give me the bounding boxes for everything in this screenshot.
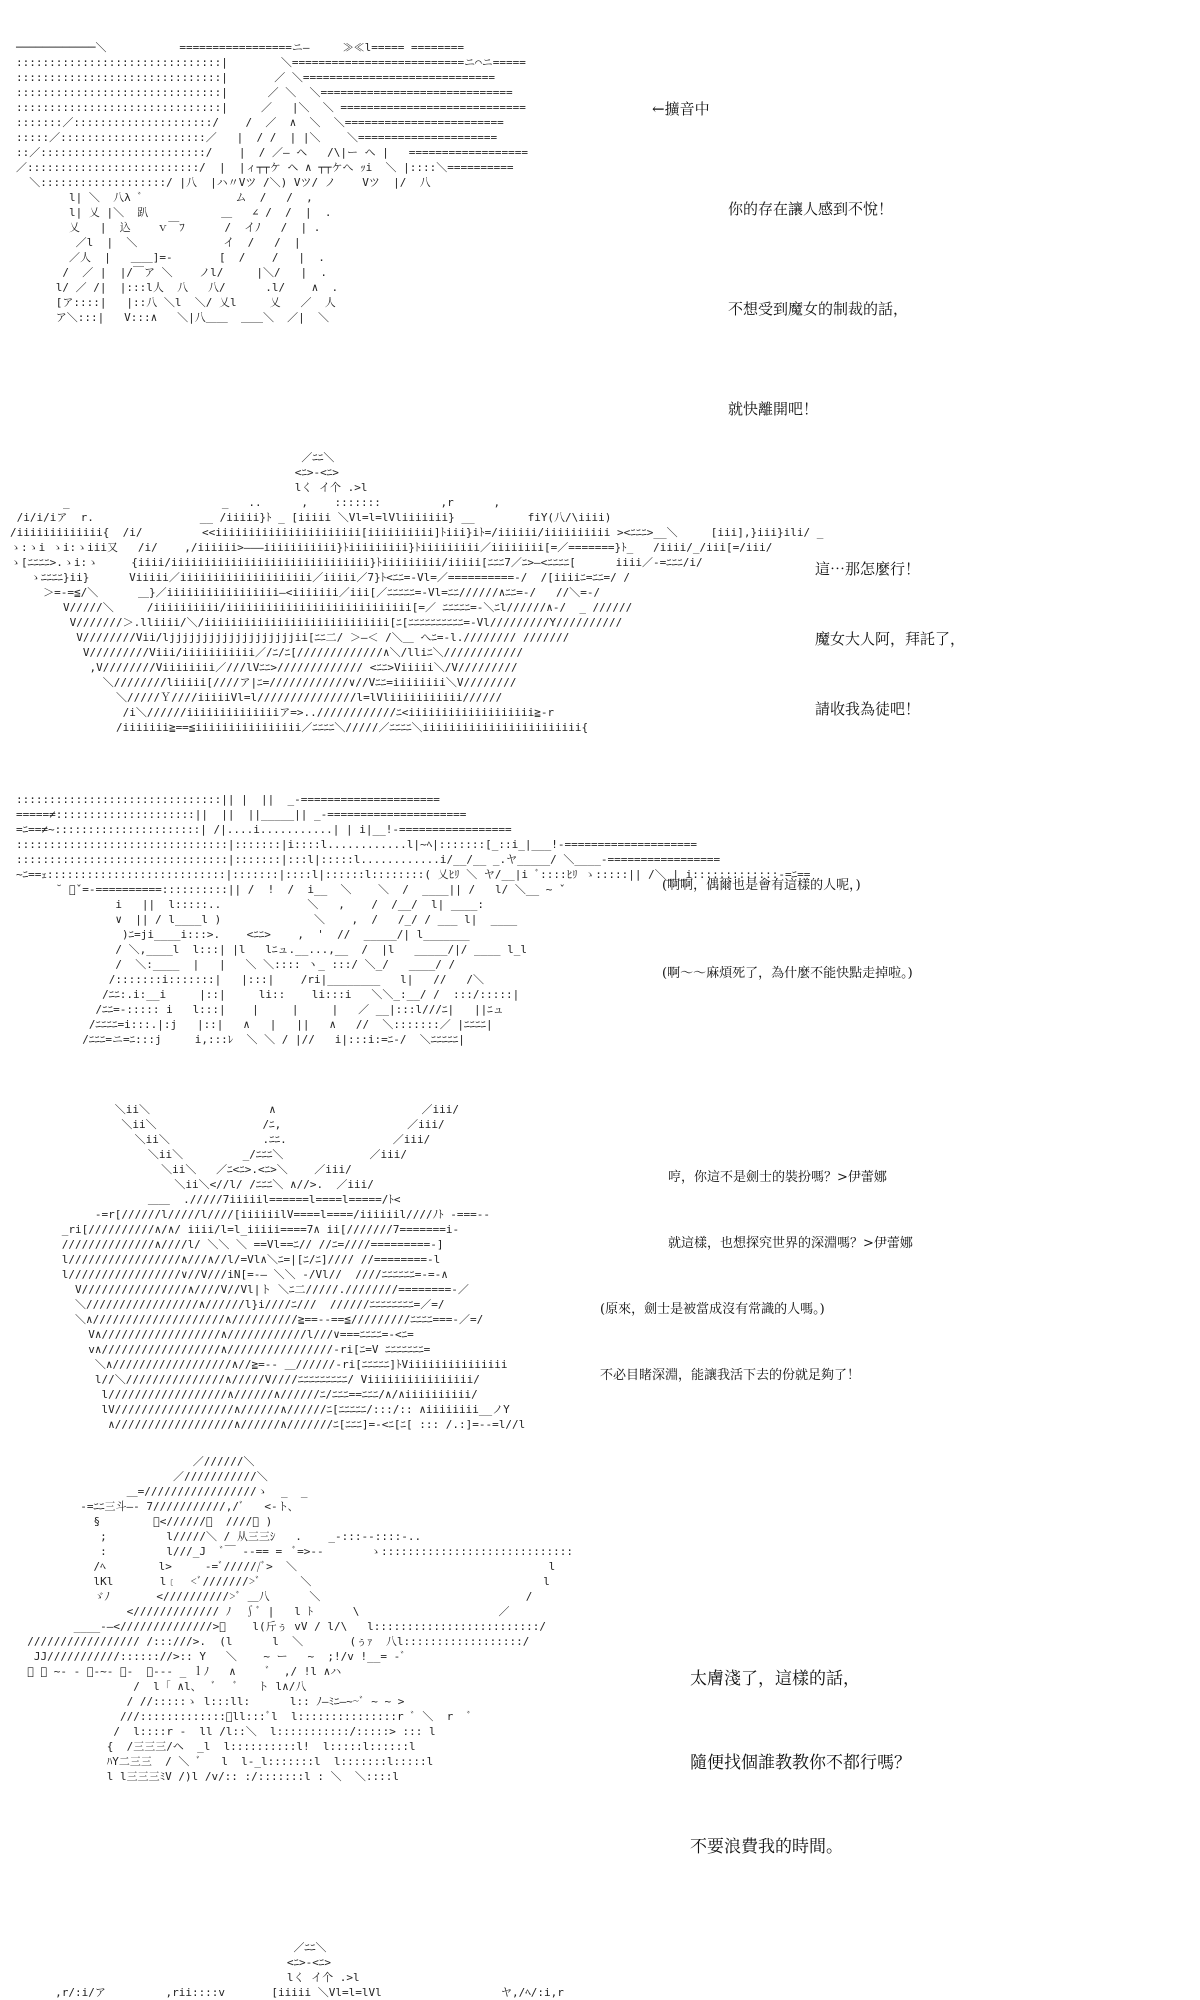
dialogue-line: 太膚淺了，這樣的話， (690, 1669, 860, 1689)
dialogue-line: 哼，你這不是劍士的裝扮嗎？>伊蕾娜 (668, 1170, 887, 1185)
inner-thought-line: (啊啊，偶爾也是會有這樣的人呢，) (662, 878, 861, 893)
panel-2 (0, 448, 1200, 758)
inner-thought-line: (啊～～麻煩死了，為什麼不能快點走掉啦。) (662, 966, 913, 981)
panel-4 (0, 1100, 1200, 1430)
panel-6 (0, 1938, 1200, 2000)
dialogue-line: 這⋯那怎麼行！ (815, 560, 921, 578)
dialogue-line: 不要浪費我的時間。 (690, 1837, 843, 1857)
dialogue-line: ←擴音中 (652, 100, 710, 118)
dialogue-line: 就這樣，也想探究世界的深淵嗎？>伊蕾娜 (668, 1236, 913, 1251)
dialogue-line: 不必目睹深淵，能讓我活下去的份就足夠了！ (600, 1368, 861, 1383)
panel-3 (0, 790, 1200, 1080)
dialogue-line: 請收我為徒吧！ (815, 700, 921, 718)
ascii-art-swordsman-with-cup: ／//////＼ ／///////////＼ ＿=/////////////////ゝ _ _ -=ﾆﾆ三斗―- 7///////////,/ﾞ <-ト、 § ﾞ<//////／ ////＼ ) ; l/////＼ / 从三三ｼ . _-:::--::::-.. : l///_J ﾞ￣ --== = ﾞ=>-- ゝ::::::::::::::::::::::::::::: /ﾍ l> -=ﾞ//////ﾞ> ＼ l lKl l﹝ <ﾞ///////>ﾞ ＼ l ゞﾉ <//////////>ﾞ ＿八 ＼ / <///////////// ﾉ ∫ﾞ | l ﾄ \ ／ ____-―<//////////////>ﾞ l(斤ぅ vV / l/\ l:::::::::::::::::::::::::/ ///////////////// /:::///>. (l l ＼ (ぅｧ 八l::::::::::::::::::/ JJ///////////:::::://>:: Y ＼ ~ ー ~ ;!/v !__= -ﾞ ﾞ ﾞ ~- - ﾞ-~- ﾞ- ﾞ--- _ ｌﾉ ∧ ﾞ ,/ !l ∧ハ / l「 ∧l、 ﾞ ﾞ ト l∧/八 / //:::::ゝ l:::ll: l:: ﾉ―ﾐﾆ―~~ﾞ ~ ~ > ///:::::::::::::ﾞll:::ﾞl l:::::::::::::::r ﾞ ＼ r ﾞ / l::::r - ll /l::＼ l:::::::::::/:::::> ::: l { /三三三/ヘ _l l::::::::::l! l:::::l::::::l ﾊY二三三 / ＼ ﾞ l l-_l:::::::l l:::::::l:::::l l l三三三ﾐV /)l /v/:: :/:::::::l : ＼ ＼::::l (20, 1455, 573, 1783)
inner-thought-line: (原來，劍士是被當成沒有常識的人嗎。) (600, 1302, 825, 1317)
panel-5 (0, 1452, 1200, 1922)
ascii-art-witch-on-broom: ────────────＼ =================ニ― ≫≪l===== ======== :::::::::::::::::::::::::::::::| ＼==========================ニ⌒ニ===== :::::::::::::::::::::::::::::::| ／ ＼============================= :::::::::::::::::::::::::::::::| ／ ＼ ＼============================= :::::::::::::::::::::::::::::::| ／ |＼ ＼ ============================ :::::::／:::::::::::::::::::::/ / ／ ∧ ＼ ＼======================== :::::／::::::::::::::::::::::／ | / / | |＼ ＼===================== ::／:::::::::::::::::::::::::/ | / ／― ヘ /\|ー ヘ | ================== ／::::::::::::::::::::::::::/ | |ィ┬┬ケ ヘ ∧ ┬┬ケへ ｯi ＼ |::::＼========== ＼:::::::::::::::::::/ |八 |ハ〃Vツ /＼) Vツ/ ノ Vツ |/ 八 l| ＼ 八λ ﾞ ム / / , l| 乂 |＼ 趴 ＿ ∠ / / | . 乂 | 込 ｖ￣ﾌ / イﾉ / | . ／l | ＼ イ / / | ／人 | ＿＿]=- [ / / | . / ／ | |/￣ア ＼ ノl/ |＼/ | . l/ ／ /| |:::l人 八 八/ .l/ ∧ . [ア::::| |::八 ＼l ＼/ 乂l 乂 ／ 人 ア＼:::| V:::∧ ＼|八＿＿ ＿＿＼ ／| ＼ (16, 41, 528, 324)
dialogue-line: 就快離開吧！ (728, 400, 819, 418)
dialogue-line: 魔女大人阿，拜託了， (815, 630, 966, 648)
ascii-art-witch-back: ＼ii＼ ∧ ／iii/ ＼ii＼ /ﾆ, ／iii/ ＼ii＼ .ﾆﾆ. ／iii/ ＼ii＼ _/ﾆﾆﾆ＼ ／iii/ ＼ii＼ ／ﾆ<ﾆ>.<ﾆ>＼ ／iii/ ＼ii＼<//l/ /ﾆﾆﾆ＼ ∧//>. ／iii/ ＿＿ ./////7iiiiil======l====l=====/ﾄ< -=r[//////l/////l////[iiiiiilV====l====/iiiiiil////ﾉﾄ -===-- _ri[//////////∧/∧/ iiii/l=l_iiiii====7∧ ii[///////7=======i- //////////////∧////l/ ＼＼ ＼ ==Vl==ﾆ// //ﾆ=////=========-] l/////////////////∧///∧//l/=Vl∧＼ﾆ=|[ﾆ/ﾆ]//// //========-l l/////////////////∨//V///iN[=-― ＼＼ -/Vl// ////ﾆﾆﾆﾆﾆﾆ=-=-∧ V////////////////∧////V//Vl|ト ＼ﾆ二/////.////////========-／ ＼/////////////////∧//////l}i////ﾆ/// //////ﾆﾆﾆﾆﾆﾆﾆﾆ=／=/ ＼∧////////////////////∧//////////≧==--==≦/////////ﾆﾆﾆﾆ===-／=/ V∧//////////////////∧////////////l///∨===ﾆﾆﾆﾆ=-<ﾆ= v∧//////////////////∧////////////////-ri[ﾆ=V ﾆﾆﾆﾆﾆﾆﾆ= ＼∧//////////////////∧//≧=-- ＿//////-ri[ﾆﾆﾆﾆﾆ]ﾄViiiiiiiiiiiiiii l//＼///////////////∧/////V////ﾆﾆﾆﾆﾆﾆﾆﾆﾆ/ Viiiiiiiiiiiiiiii/ l//////////////////∧//////∧//////ﾆ/ﾆﾆﾆ==ﾆﾆﾆ/∧/∧iiiiiiiiii/ lV//////////////////∧//////∧//////ﾆ[ﾆﾆﾆﾆﾆ/:::/:: ∧iiiiiiii__ノY ∧//////////////////∧//////∧///////ﾆ[ﾆﾆﾆ]=-<ﾆ[ﾆ[ ::: /.:]=--=l//l (61, 1103, 526, 1431)
panel-1 (0, 38, 1200, 423)
ascii-art-witch-closeup: :::::::::::::::::::::::::::::::|| | || _-===================== =====≠:::::::::::::::::::::|| || ||_____|| _-===================== =ﾆ==≠~::::::::::::::::::::::| /|....i...........| | i|__!-================= ::::::::::::::::::::::::::::::::|:::::::|i::::l............l|~ﾍ|:::::::[_::i_|___!-==================== ::::::::::::::::::::::::::::::::|:::::::|:::l|:::::l............i/__/__ _.ヤ_____/ ＼____-================= ~ﾆ==ｪ:::::::::::::::::::::::::::|:::::::|::::l|::::::l::::::::( 乂ﾋﾘ ＼ ヤ/__|i ﾞ::::ﾋﾘ ゝ:::::|| /＼_|_i:::::::::::::-=ﾆ== ˘ ゙ˇ=-==========::::::::::|| / ! / i__ ＼ ＼ / ____|| / l/ ＼__ ~ ˇ i || l:::::.. ＼ , / /__/ l| ____: ∨ || / l____l ) ＼ , / /_/ / ___ l| ____ )ﾆ=ji____i:::>. <ﾆﾆ> , ' // _____/| l_______ / ＼,____l l:::| |l lﾆュ.__...,__ / |l _____/|/ ____ l_l / ＼:____ | | ＼ ＼:::: ヽ_ :::/ ＼_/ ____/ / /:::::::i:::::::| |:::| /ri|________ l| // /＼ /ﾆﾆ:.i:__i |::| li:: li:::i ＼＼_:__/ / :::/:::::| /ﾆﾆ=-::::: i l:::| | | | ／ __|:::l///ﾆ| ||ﾆュ /ﾆﾆﾆﾆ=i:::.|:j |::| ∧ | || ∧ // ＼:::::::／ |ﾆﾆﾆﾆ| /ﾆﾆﾆ=ニ=ﾆ:::j i,:::ﾚ ＼ ＼ / |// i|:::i:=ﾆ-/ ＼ﾆﾆﾆﾆﾆ| (16, 793, 811, 1046)
dialogue-line: 隨便找個誰教教你不都行嗎？ (690, 1753, 911, 1773)
ascii-art-partial: ／ﾆﾆ＼ <ﾆ>-<ﾆ> lく イ个 .>l ,r/:i/ア ,rii::::v [iiiii ＼Vl=l=lVl ヤ,/ﾍ/:i,r (55, 1941, 564, 1999)
dialogue-line: 不想受到魔女的制裁的話， (728, 300, 909, 318)
dialogue-line: 你的存在讓人感到不悅！ (728, 200, 894, 218)
ascii-art-kneeling-figure: ／ﾆﾆ＼ <ﾆ>-<ﾆ> lく イ个 .>l _ _ .. , ::::::: ,r , /i/i/iア r. __ /iiiii}ﾄ _ [iiiii ＼Vl=l=lVliiiiiii} __ fiY(八/\iiii) /iiiiiiiiiiiii{ /i/ <<iiiiiiiiiiiiiiiiiiiiii[iiiiiiiiii]ﾄiii}iﾄ=/iiiiii/iiiiiiiiii ><ﾆﾆﾆ>__＼ [iii],}iii}ili/ _ ゝ:ゝi ゝi:ゝiii又 /i/ ,/iiiiii>―――iiiiiiiiiii}ﾄiiiiiiiii}ﾄiiiiiiiii／iiiiiiii[=／=======}ﾄ_ /iiii/_/iii[=/iii/ ゝ[ﾆﾆﾆﾆ>.ゝi:ゝ {iiii/iiiiiiiiiiiiiiiiiiiiiiiiiiiiii}ﾄiiiiiiiii/iiiii[ﾆﾆﾆ7／ﾆ>―<ﾆﾆﾆﾆ[ iiii／-=ﾆﾆﾆ/i/ ゝﾆﾆﾆﾆ}ii} Viiiii／iiiiiiiiiiiiiiiiiiii／iiiii／7}ﾄ<ﾆﾆ=-Vl=／==========-/ /[iiiiﾆ=ﾆﾆ=/ / ＞=-=≦/＼ ＿}／iiiiiiiiiiiiiiiii―<iiiiiii／iii[／ﾆﾆﾆﾆﾆ=-Vl=ﾆﾆ//////∧ﾆﾆ=-/ //＼=-/ V/////＼ /iiiiiiiiii/iiiiiiiiiiiiiiiiiiiiiiiiiiii[=／ ﾆﾆﾆﾆﾆ=-＼ﾆl//////∧-/ _ ////// V///////＞.lliiii/＼/iiiiiiiiiiiiiiiiiiiiiiiiiiii[ﾆ[ﾆﾆﾆﾆﾆﾆﾆﾆﾆﾆ=-Vl/////////Y////////// V////////Vii/ljjjjjjjjjjjjjjjjjjjii[ﾆﾆ二/ ＞―＜ /＼＿ へﾆ=-l.//////// /////// V/////////Viii/iiiiiiiiiii／/ﾆ/ﾆ[/////////////∧＼/lliﾆ＼//////////// ,V////////Viiiiiiii／///lVﾆﾆ>///////////// <ﾆﾆ>Viiiii＼/V///////// ＼////////liiiii[////ア|ﾆ=////////////∨//Vﾆﾆ=iiiiiiii＼V//////// ＼/////Ｙ////iiiiiVl=l///////////////l=lVliiiiiiiiiii////// /i＼//////iiiiiiiiiiiiiiア=>..////////////ﾆ<iiiiiiiiiiiiiiiiiii≧-r /iiiiiii≧==≦iiiiiiiiiiiiiiii／ﾆﾆﾆﾆ＼/////／ﾆﾆﾆﾆ＼iiiiiiiiiiiiiiiiiiiiiiii{ (10, 451, 824, 734)
